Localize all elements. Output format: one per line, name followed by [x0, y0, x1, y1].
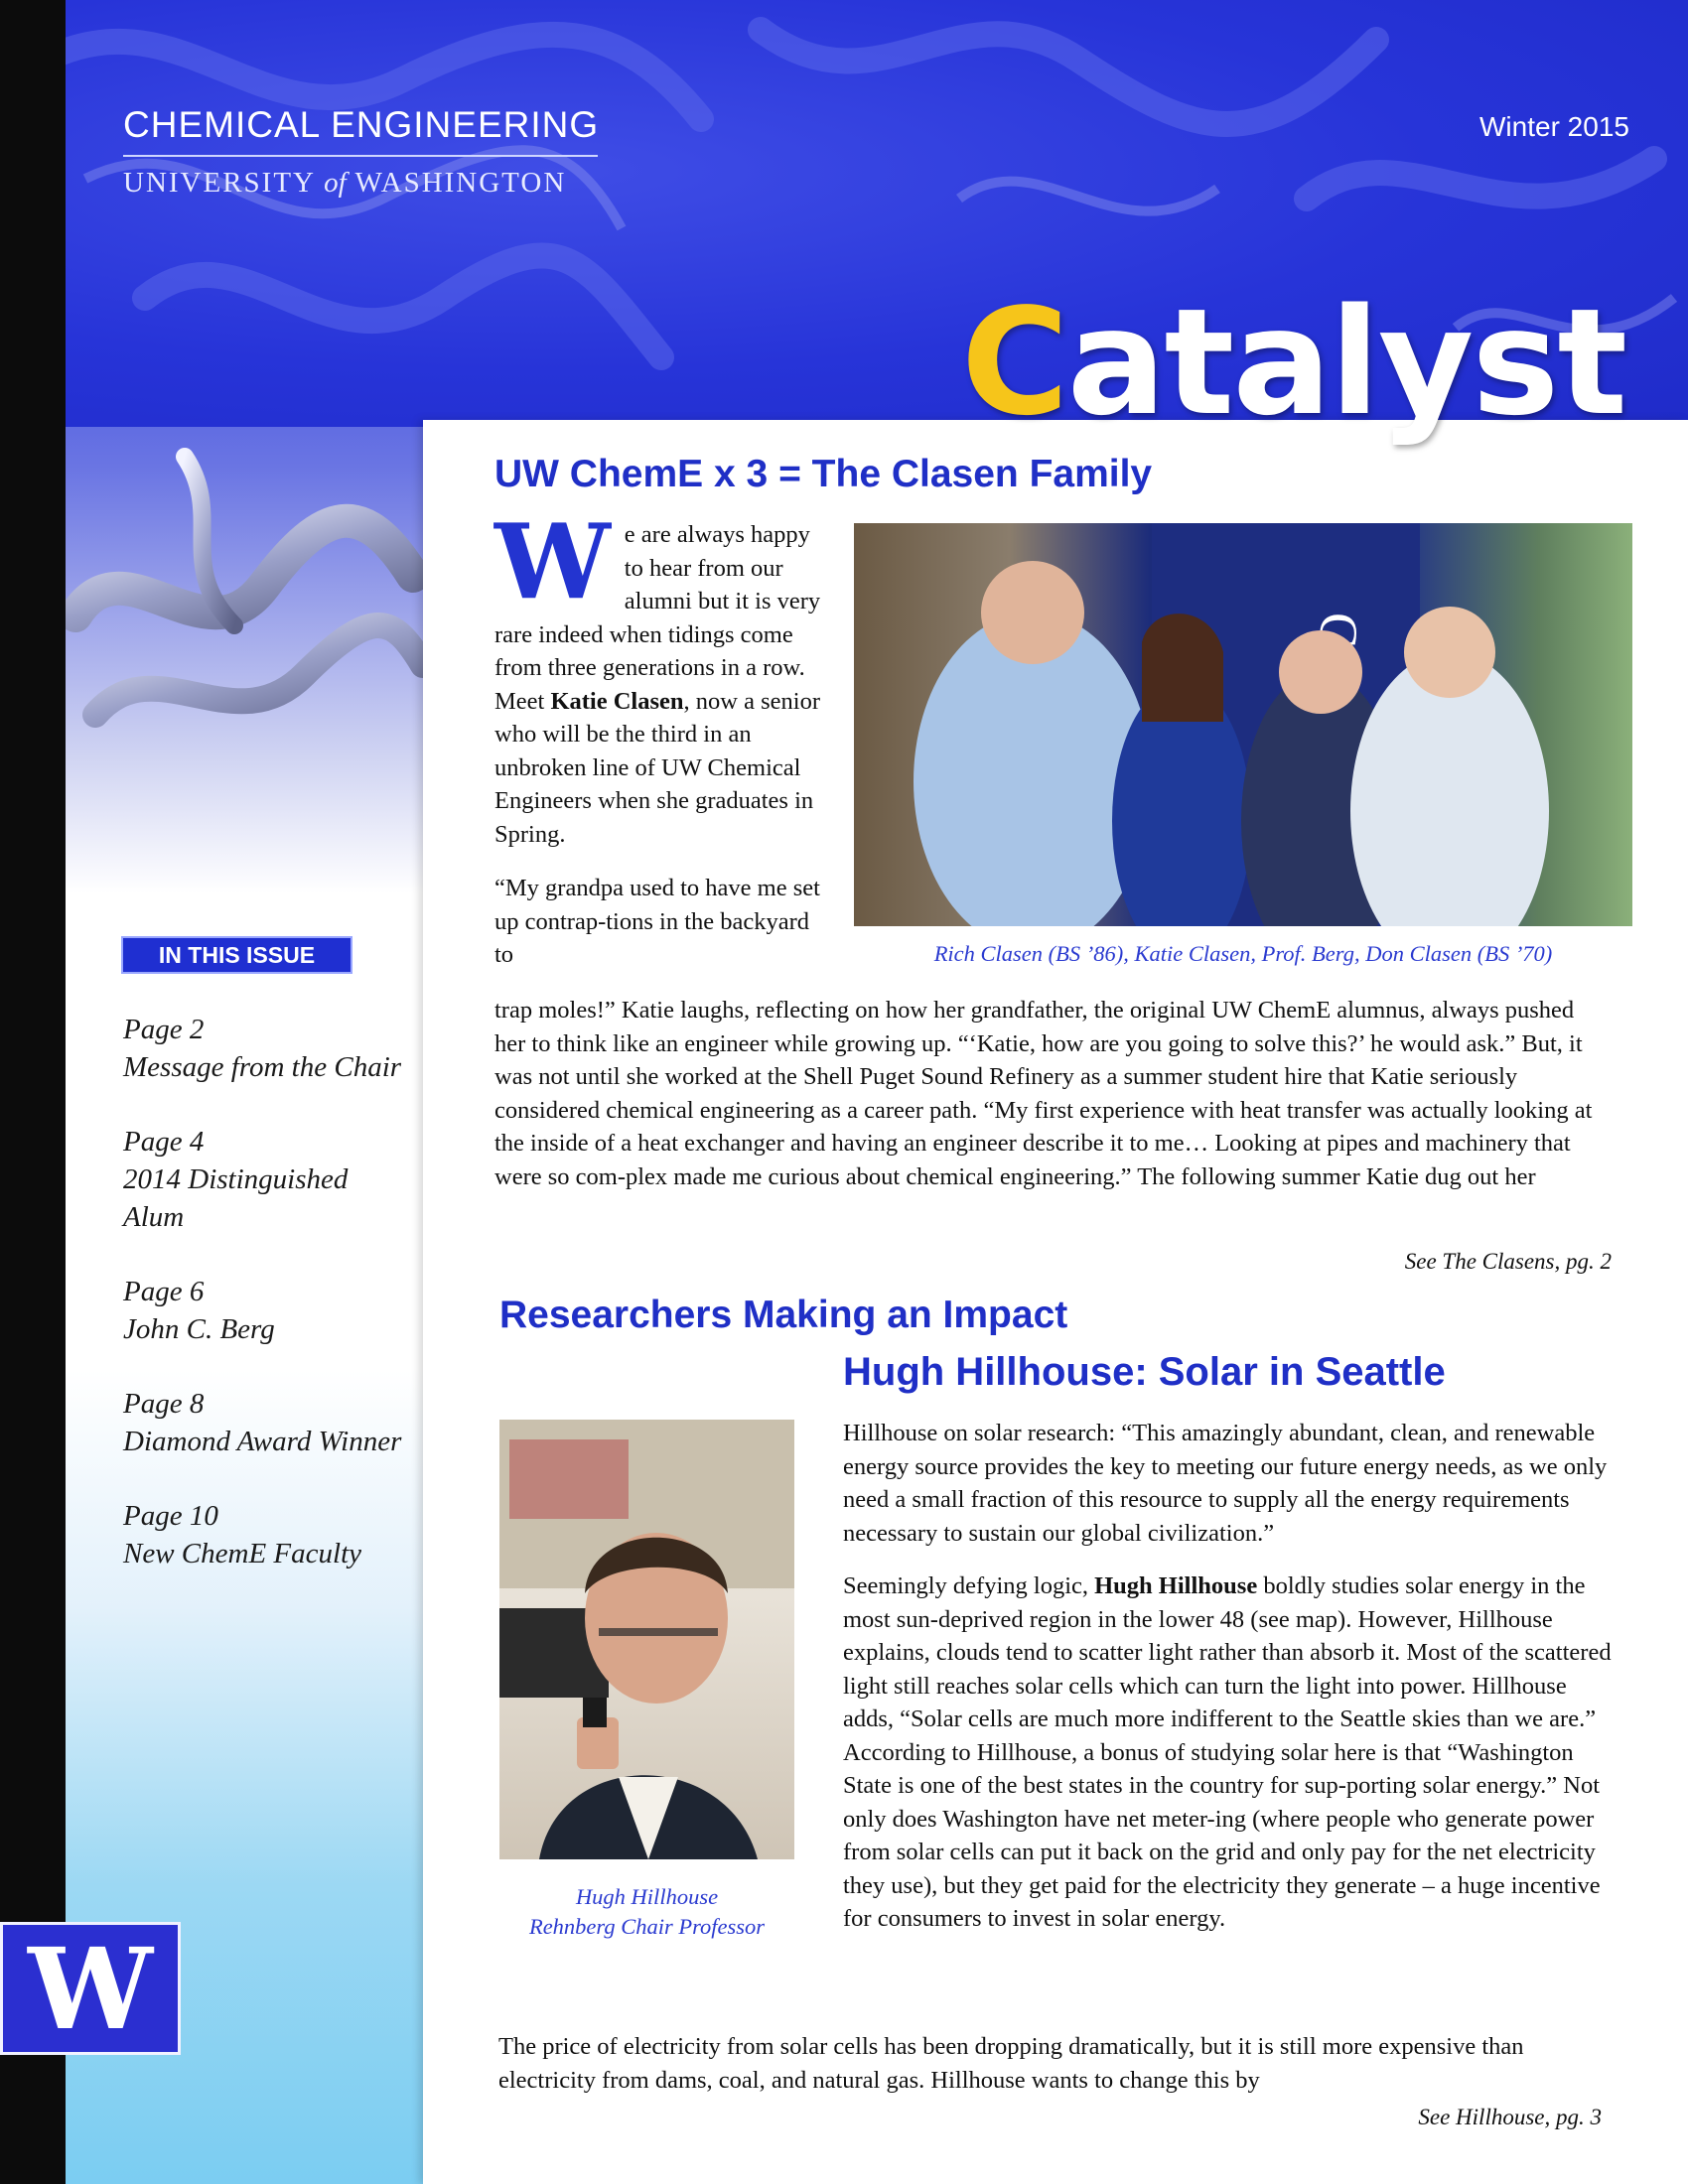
masthead-title [961, 277, 1626, 448]
hillhouse-photo-caption [499, 1882, 794, 1942]
caption-name: Hugh Hillhouse [575, 1884, 719, 1909]
article2-p2-a: Seemingly defying logic, [843, 1572, 1095, 1599]
article1-continued-link[interactable]: See The Clasens, pg. 2 [1404, 1249, 1612, 1274]
article2-paragraph-1: Hillhouse on solar research: “This amazingly abundant, clean, and renewable energy source provides the key to meeting our future energy needs, as we only need a small fraction of this resource to supply all the energy requirements necessary to sustain our global civilization.” [843, 1420, 1608, 1547]
article2-name-highlight: Hugh Hillhouse [1094, 1572, 1258, 1599]
article1-paragraph-1 [494, 500, 824, 851]
masthead-initial: C [961, 277, 1067, 448]
left-black-strip [0, 0, 66, 2184]
article1-p1-a: e are always happy to hear from our alumni but it is very rare indeed when tidings come from three generations in a row. Meet [494, 521, 821, 715]
university-name-post: WASHINGTON [354, 167, 567, 199]
article2-kicker: Researchers Making an Impact [499, 1294, 1068, 1336]
clasen-photo-caption: Rich Clasen (BS ’86), Katie Clasen, Prof. Berg, Don Clasen (BS ’70) [933, 941, 1553, 966]
table-of-contents [123, 1011, 411, 1609]
department-title: CHEMICAL ENGINEERING [123, 104, 600, 145]
toc-title: Message from the Chair [123, 1051, 402, 1083]
hillhouse-portrait-photo [499, 1420, 794, 1859]
toc-title: 2014 Distinguished Alum [123, 1163, 349, 1233]
article2-paragraph-2 [843, 1570, 1618, 1936]
article1-p1-b: , now a senior who will be the third in an unbroken line of UW Chemical Engineers when she graduates in Spring. [494, 687, 820, 848]
w-logo-mark [3, 1925, 178, 2052]
toc-page: Page 8 [123, 1388, 205, 1420]
toc-entry[interactable] [123, 1123, 411, 1236]
uw-logo [0, 1922, 181, 2055]
toc-title: John C. Berg [123, 1313, 275, 1345]
toc-title: Diamond Award Winner [123, 1426, 402, 1457]
ribbon-sculpture-art [66, 417, 423, 774]
toc-entry[interactable] [123, 1385, 411, 1460]
toc-entry[interactable] [123, 1497, 411, 1572]
university-name-pre: UNIVERSITY [123, 167, 315, 199]
clasen-family-photo-art [854, 523, 1632, 926]
masthead-rest: atalyst [1066, 277, 1626, 448]
hillhouse-portrait-art [499, 1420, 794, 1859]
article1-name-highlight: Katie Clasen [550, 687, 684, 715]
article1-paragraph-2-rest: trap moles!” Katie laughs, reflecting on how her grandfather, the original UW ChemE alumnus, always pushed her to think like an engineer while growing up. “‘Katie, how are you going to solve this?’ he would ask.” But, it was not until she worked at the Shell Puget Sound Refinery as a summer student hire that Katie seriously considered chemical engineering as a career path. “My first experience with heat transfer was actually looking at the inside of a heat exchanger and having an engineer describe it to me… Looking at pipes and machinery that were so com-plex made me curious about chemical engineering.” The following summer Katie dug out her [494, 997, 1593, 1190]
university-name-of: of [324, 167, 347, 199]
toc-page: Page 10 [123, 1500, 218, 1532]
toc-page: Page 2 [123, 1014, 205, 1045]
university-name [123, 167, 566, 200]
header-divider [123, 155, 598, 157]
article1-intro-column [494, 500, 824, 993]
toc-entry[interactable] [123, 1011, 411, 1086]
toc-label: IN THIS ISSUE [121, 936, 352, 974]
article2-column [843, 1417, 1618, 1956]
drop-cap: W [494, 500, 611, 622]
article1-paragraph-2-start: “My grandpa used to have me set up contrap-tions in the backyard to [494, 875, 820, 968]
toc-entry[interactable] [123, 1273, 411, 1348]
toc-page: Page 6 [123, 1276, 205, 1307]
toc-page: Page 4 [123, 1126, 205, 1158]
issue-date: Winter 2015 [1479, 111, 1629, 142]
article2-p2-b: boldly studies solar energy in the most sun-deprived region in the lower 48 (see map). However, Hillhouse explains, clouds tend to scatter light rather than absorb it. Most of the scattered light still reaches solar cells which can turn the light into power. Hillhouse adds, “Solar cells are much more indifferent to the Seattle skies than we are.” According to Hillhouse, a bonus of studying solar here is that “Washington State is one of the best states in the country for sup-porting solar energy.” Not only does Washington have net meter-ing (where people who generate power from solar cells can put it back on the grid and only pay for the net electricity they use), but they get paid for the electricity they generate – a huge incentive for consumers to invest in solar energy. [843, 1572, 1612, 1932]
toc-title: New ChemE Faculty [123, 1538, 362, 1570]
clasen-family-photo [854, 523, 1632, 926]
caption-title: Rehnberg Chair Professor [528, 1914, 766, 1939]
w-logo-letter: W [28, 1925, 153, 2052]
article2-paragraph-3: The price of electricity from solar cells has been dropping dramatically, but it is still more expensive than electricity from dams, coal, and natural gas. Hillhouse wants to change this by [498, 2033, 1524, 2094]
article1-headline: UW ChemE x 3 = The Clasen Family [494, 453, 1153, 495]
article2-headline: Hugh Hillhouse: Solar in Seattle [843, 1350, 1446, 1394]
article2-continued-link[interactable]: See Hillhouse, pg. 3 [1418, 2105, 1602, 2129]
